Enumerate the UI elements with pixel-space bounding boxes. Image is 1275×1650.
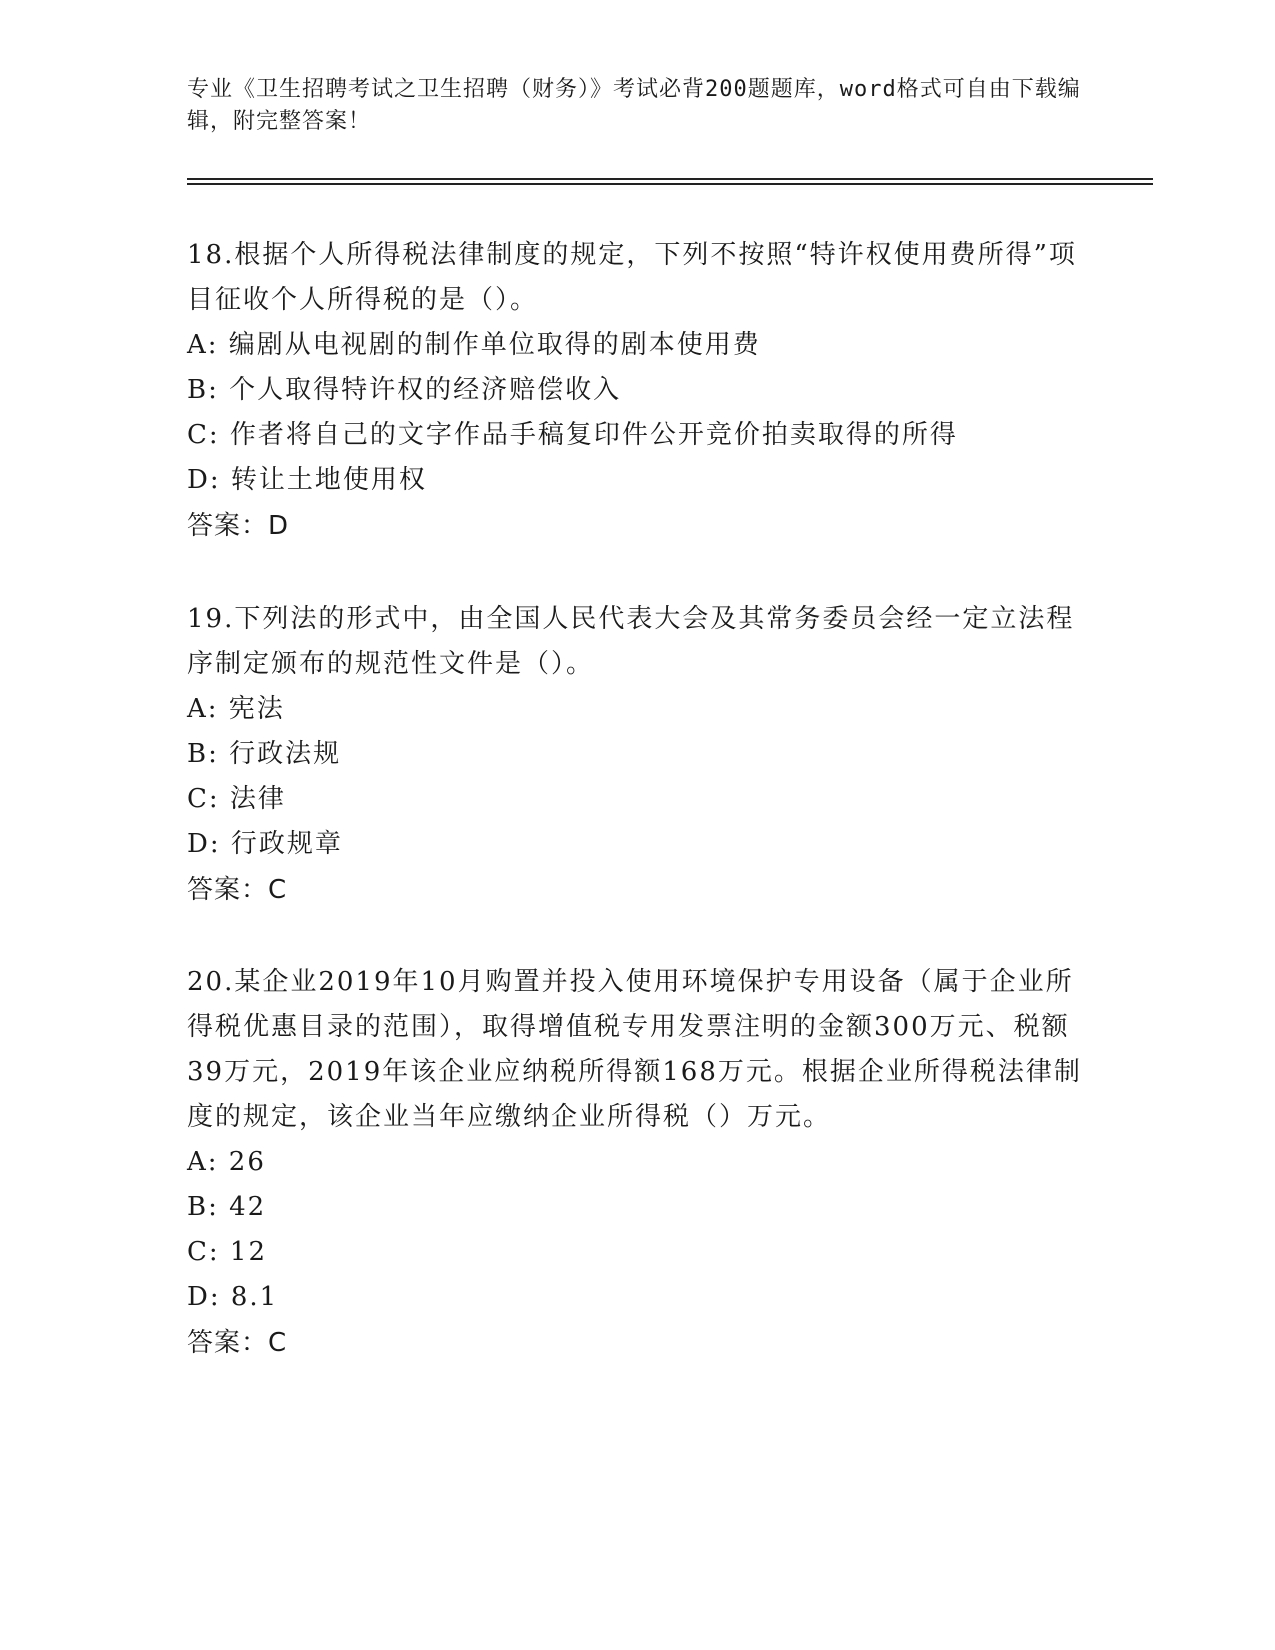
option-d: D: 行政规章 bbox=[187, 829, 343, 859]
question-block bbox=[187, 233, 1087, 549]
option-b: B: 个人取得特许权的经济赔偿收入 bbox=[187, 375, 622, 405]
option-c: C: 法律 bbox=[187, 784, 286, 814]
option-b: B: 42 bbox=[187, 1192, 267, 1222]
option-a: A: 编剧从电视剧的制作单位取得的剧本使用费 bbox=[187, 330, 761, 360]
option-d: D: 转让土地使用权 bbox=[187, 465, 427, 495]
question-stem: 19.下列法的形式中，由全国人民代表大会及其常务委员会经一定立法程序制定颁布的规范性文件是（）。 bbox=[187, 604, 1075, 679]
header-divider-bottom bbox=[187, 183, 1153, 185]
option-a: A: 26 bbox=[187, 1147, 266, 1177]
question-stem: 18.根据个人所得税法律制度的规定，下列不按照“特许权使用费所得”项目征收个人所得税的是（）。 bbox=[187, 240, 1077, 315]
question-stem: 20.某企业2019年10月购置并投入使用环境保护专用设备（属于企业所得税优惠目录的范围），取得增值税专用发票注明的金额300万元、税额39万元，2019年该企业应纳税所得额168万元。根据企业所得税法律制度的规定，该企业当年应缴纳企业所得税（）万元。 bbox=[187, 967, 1082, 1132]
question-block bbox=[187, 597, 1087, 913]
option-a: A: 宪法 bbox=[187, 694, 285, 724]
answer-line: 答案：C bbox=[187, 875, 288, 905]
option-c: C: 12 bbox=[187, 1237, 268, 1267]
option-c: C: 作者将自己的文字作品手稿复印件公开竞价拍卖取得的所得 bbox=[187, 420, 958, 450]
header-divider-top bbox=[187, 178, 1153, 180]
answer-line: 答案：D bbox=[187, 511, 290, 541]
option-b: B: 行政法规 bbox=[187, 739, 342, 769]
document-header: 专业《卫生招聘考试之卫生招聘（财务）》考试必背200题题库，word格式可自由下载编辑，附完整答案！ bbox=[187, 77, 1081, 134]
option-d: D: 8.1 bbox=[187, 1282, 279, 1312]
answer-line: 答案：C bbox=[187, 1328, 288, 1358]
question-block bbox=[187, 960, 1087, 1366]
